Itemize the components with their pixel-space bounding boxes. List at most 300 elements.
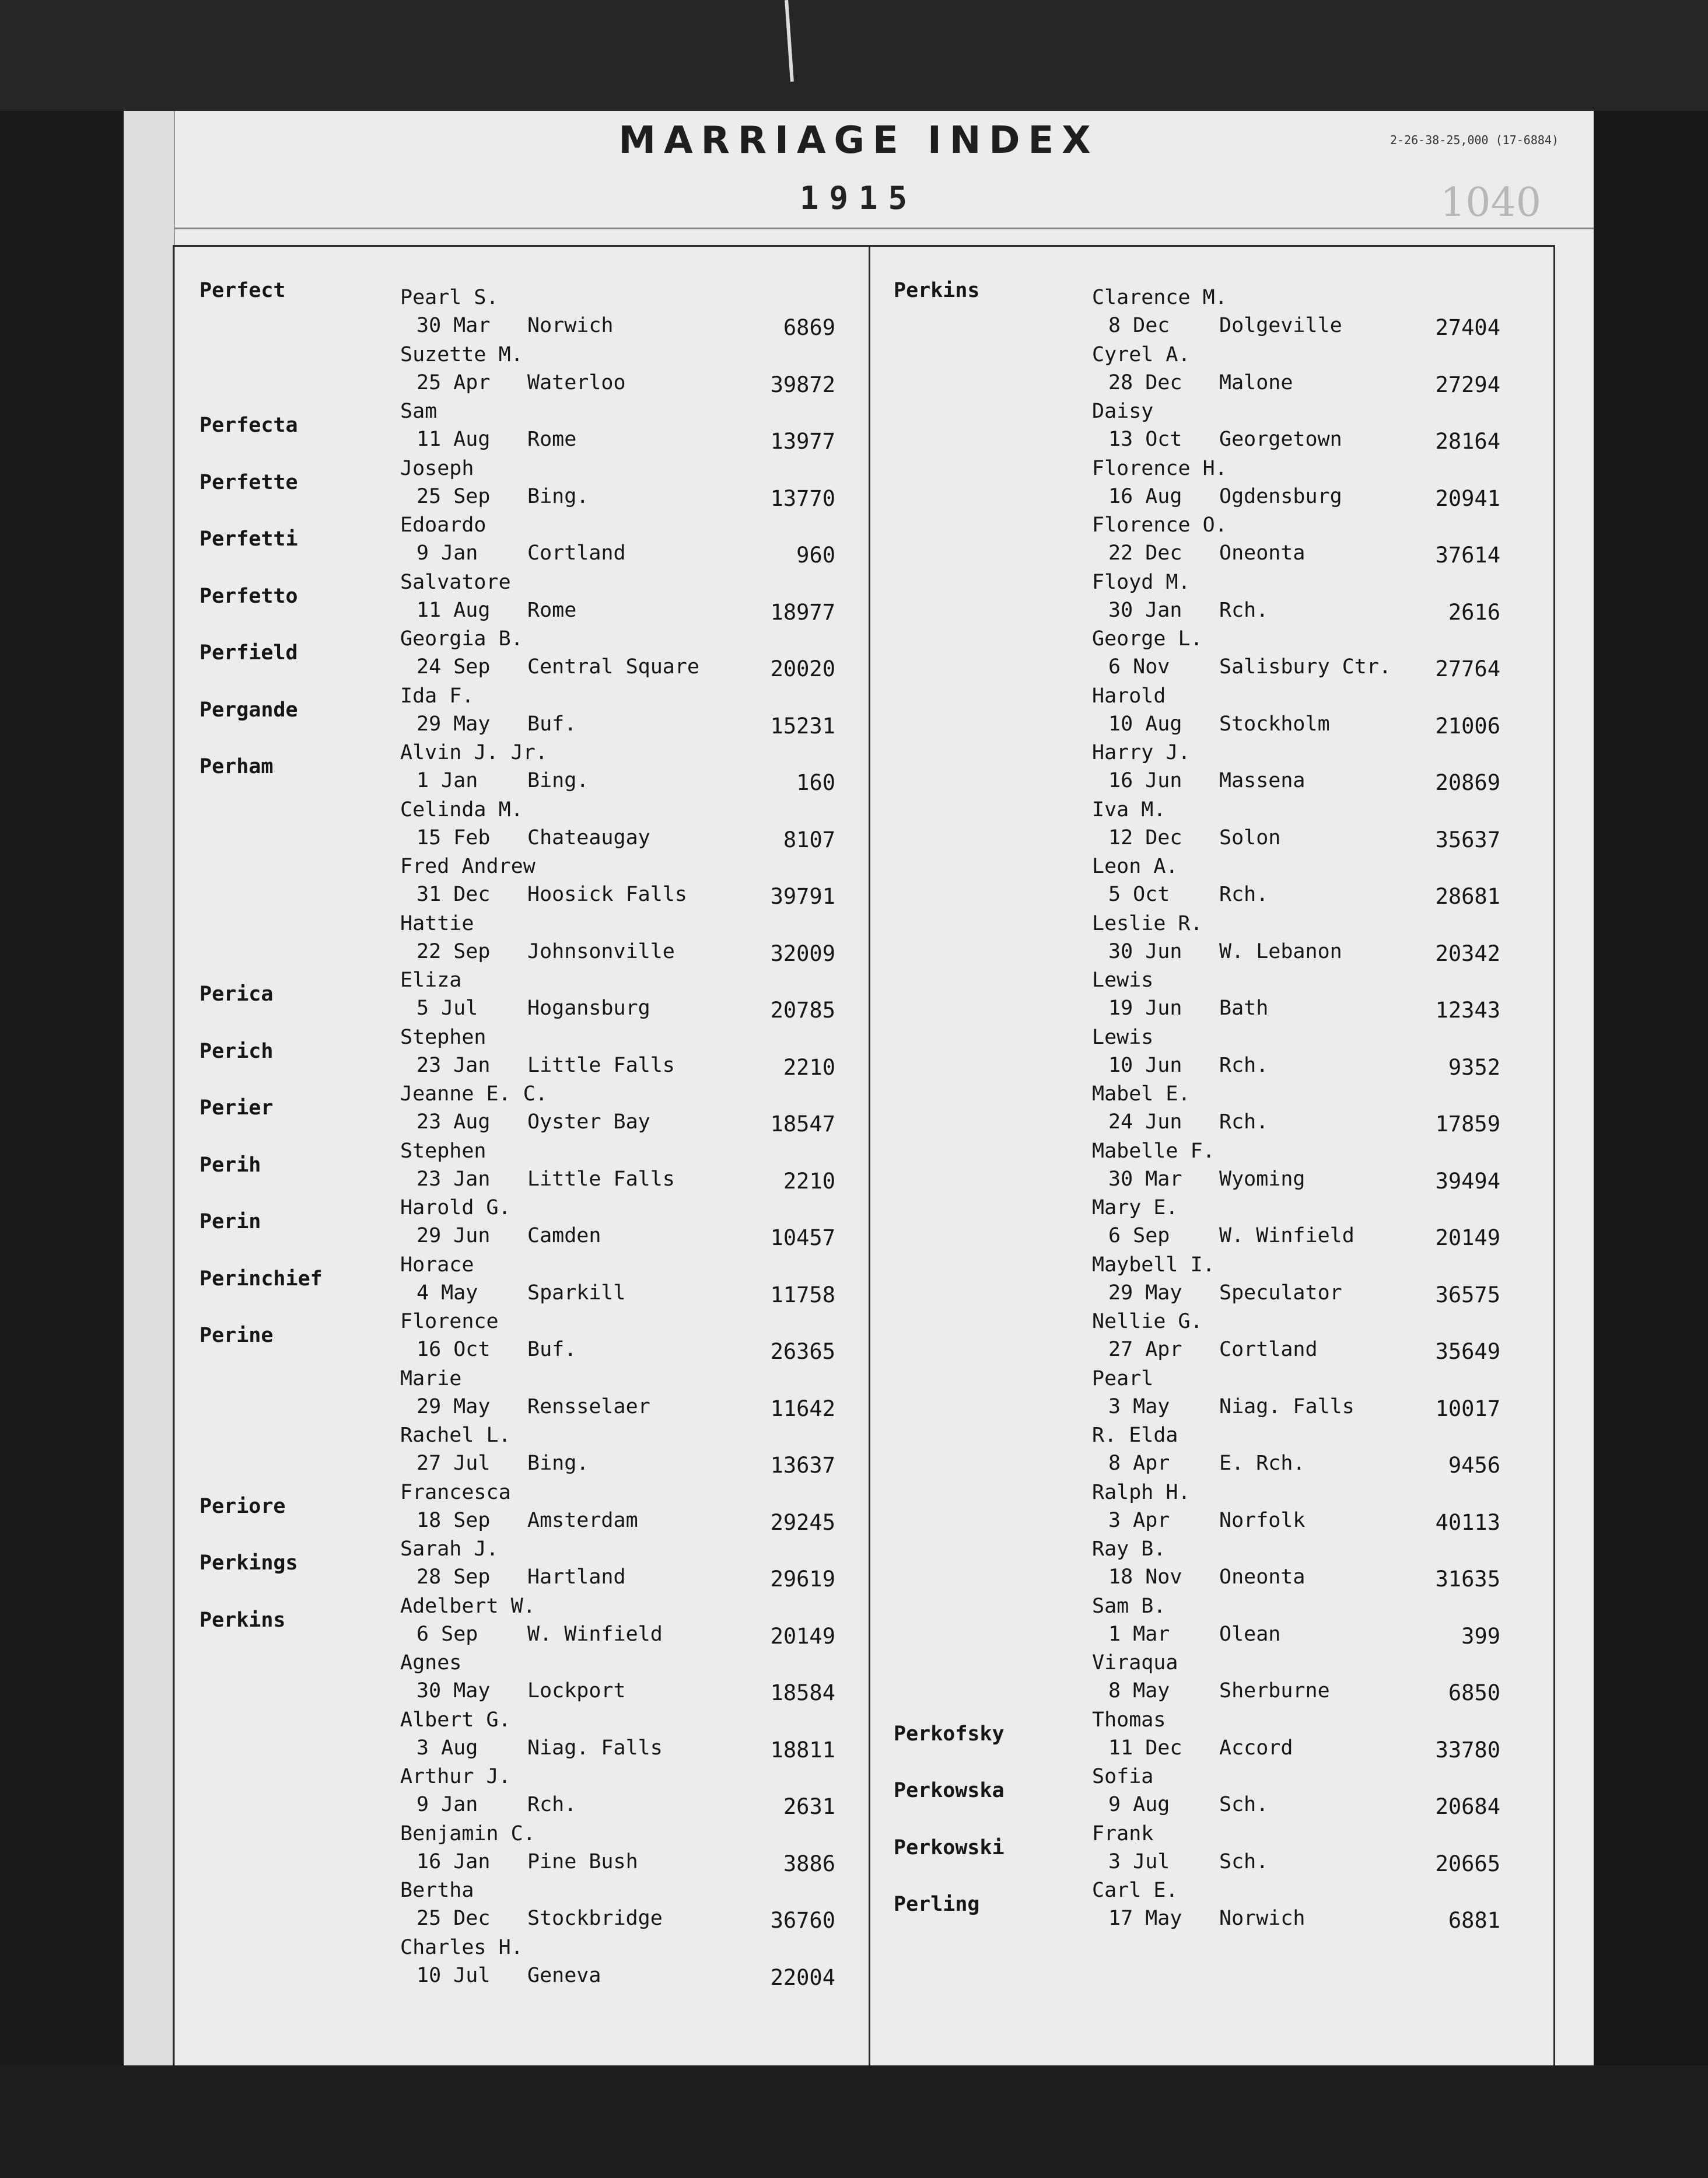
entry-date: 10 Aug <box>1108 712 1182 736</box>
entry-certificate-number: 32009 <box>770 941 835 966</box>
entry-date: 10 Jun <box>1108 1053 1182 1077</box>
entry-given-name: Suzette M. <box>400 342 523 366</box>
entry-place: Oneonta <box>1219 541 1306 565</box>
entry-certificate-number: 18811 <box>770 1737 835 1763</box>
entry-place: Pine Bush <box>527 1850 638 1873</box>
entry-certificate-number: 6869 <box>783 315 835 340</box>
entry-given-name: Florence H. <box>1092 456 1227 480</box>
entry-given-name: Leslie R. <box>1092 911 1203 935</box>
entry-detail <box>1108 1338 1318 1361</box>
entry-certificate-number: 6881 <box>1448 1908 1500 1933</box>
entry-detail <box>416 485 589 508</box>
entry-place: Johnsonville <box>527 939 675 963</box>
entry-detail <box>1108 599 1268 622</box>
entry-date: 4 May <box>416 1281 478 1305</box>
page-stamp: 1040 <box>1440 180 1541 226</box>
entry-date: 29 May <box>416 712 491 736</box>
entry-place: Malone <box>1219 370 1293 394</box>
entry-given-name: Eliza <box>400 969 462 992</box>
entry-detail <box>416 883 687 906</box>
entry-date: 16 Aug <box>1108 484 1182 508</box>
entry-place: Bath <box>1219 997 1269 1020</box>
entry-place: Rch. <box>1219 883 1269 906</box>
entry-date: 12 Dec <box>1108 826 1182 849</box>
entry-surname: Perica <box>200 983 274 1006</box>
entry-surname: Perin <box>200 1210 261 1233</box>
entry-given-name: Leon A. <box>1092 855 1178 878</box>
entry-detail <box>416 940 675 963</box>
entry-date: 18 Sep <box>416 1508 491 1532</box>
entry-certificate-number: 20342 <box>1435 941 1500 966</box>
entry-given-name: Joseph <box>400 456 474 480</box>
entry-given-name: Florence <box>400 1310 499 1333</box>
entry-certificate-number: 36575 <box>1435 1282 1500 1308</box>
entry-date: 8 Dec <box>1108 314 1170 337</box>
entry-place: Sherburne <box>1219 1679 1330 1702</box>
entry-detail <box>1108 541 1306 565</box>
entry-detail <box>1108 940 1342 963</box>
header-divider <box>174 228 1594 229</box>
entry-certificate-number: 22004 <box>770 1964 835 1990</box>
entry-given-name: Clarence M. <box>1092 286 1227 309</box>
entry-certificate-number: 33780 <box>1435 1737 1500 1763</box>
entry-certificate-number: 10017 <box>1435 1396 1500 1421</box>
entry-given-name: Lewis <box>1092 969 1154 992</box>
entry-detail <box>416 1736 663 1760</box>
entry-certificate-number: 28164 <box>1435 429 1500 454</box>
entry-surname: Perfect <box>200 279 286 302</box>
sheet-margin <box>124 111 175 2071</box>
entry-certificate-number: 13637 <box>770 1453 835 1478</box>
entry-given-name: Daisy <box>1092 400 1154 423</box>
entry-date: 28 Sep <box>416 1565 491 1589</box>
entry-surname: Perfetto <box>200 584 298 608</box>
entry-date: 31 Dec <box>416 883 491 906</box>
entry-certificate-number: 20149 <box>770 1623 835 1649</box>
entry-given-name: Jeanne E. C. <box>400 1082 548 1106</box>
entry-detail <box>416 1679 626 1702</box>
entry-place: Dolgeville <box>1219 314 1342 337</box>
entry-certificate-number: 27294 <box>1435 372 1500 397</box>
entry-date: 16 Jan <box>416 1850 491 1873</box>
entry-certificate-number: 39791 <box>770 884 835 909</box>
entry-given-name: Bertha <box>400 1879 474 1902</box>
entry-certificate-number: 3886 <box>783 1851 835 1876</box>
entry-given-name: Stephen <box>400 1025 487 1049</box>
entry-detail <box>416 1167 675 1191</box>
entry-surname: Perine <box>200 1324 274 1347</box>
entry-date: 30 Mar <box>416 314 491 337</box>
entry-place: W. Winfield <box>527 1622 663 1646</box>
entry-place: Norwich <box>1219 1907 1306 1930</box>
entry-given-name: Sofia <box>1092 1765 1154 1788</box>
entry-certificate-number: 6850 <box>1448 1680 1500 1705</box>
entry-certificate-number: 15231 <box>770 713 835 739</box>
entry-place: Bing. <box>527 484 589 508</box>
entry-date: 30 Mar <box>1108 1167 1182 1191</box>
entry-date: 1 Mar <box>1108 1622 1170 1646</box>
entry-date: 5 Oct <box>1108 883 1170 906</box>
entry-detail <box>1108 1110 1268 1134</box>
entry-date: 23 Aug <box>416 1110 491 1134</box>
entry-given-name: Agnes <box>400 1651 462 1674</box>
entry-detail <box>416 371 626 394</box>
entry-given-name: Iva M. <box>1092 798 1166 821</box>
entry-detail <box>416 1509 638 1532</box>
entry-given-name: Pearl S. <box>400 286 499 309</box>
entry-detail <box>1108 1623 1280 1646</box>
entry-date: 30 Jun <box>1108 939 1182 963</box>
entry-place: Rome <box>527 598 577 622</box>
entry-detail <box>416 712 576 736</box>
entry-detail <box>1108 1281 1342 1305</box>
entry-detail <box>416 1907 663 1930</box>
entry-date: 3 May <box>1108 1394 1170 1418</box>
entry-certificate-number: 9456 <box>1448 1453 1500 1478</box>
entry-place: Rome <box>527 428 577 451</box>
entry-given-name: Mabel E. <box>1092 1082 1191 1106</box>
entry-certificate-number: 20869 <box>1435 770 1500 795</box>
entry-certificate-number: 18547 <box>770 1111 835 1137</box>
entry-detail <box>1108 655 1391 679</box>
entry-certificate-number: 27764 <box>1435 656 1500 681</box>
form-code: 2-26-38-25,000 (17-6884) <box>1390 133 1559 147</box>
entry-detail <box>416 1054 675 1077</box>
entry-given-name: Adelbert W. <box>400 1594 536 1618</box>
entry-place: Buf. <box>527 1338 577 1361</box>
entry-detail <box>416 1452 589 1475</box>
entry-given-name: Maybell I. <box>1092 1253 1215 1277</box>
entry-certificate-number: 21006 <box>1435 713 1500 739</box>
entry-detail <box>1108 997 1268 1020</box>
entry-detail <box>1108 1565 1306 1589</box>
entry-certificate-number: 39494 <box>1435 1168 1500 1194</box>
entry-detail <box>1108 1907 1306 1930</box>
entry-given-name: Rachel L. <box>400 1424 511 1447</box>
entry-place: Amsterdam <box>527 1508 638 1532</box>
entry-given-name: Carl E. <box>1092 1879 1178 1902</box>
entry-place: Little Falls <box>527 1167 675 1191</box>
entry-date: 15 Feb <box>416 826 491 849</box>
entry-given-name: Edoardo <box>400 513 487 537</box>
entry-given-name: Cyrel A. <box>1092 342 1191 366</box>
page-title: MARRIAGE INDEX <box>618 119 1099 162</box>
entry-given-name: Ralph H. <box>1092 1480 1191 1504</box>
entry-date: 30 May <box>416 1679 491 1702</box>
entry-date: 9 Aug <box>1108 1793 1170 1816</box>
entry-certificate-number: 9352 <box>1448 1054 1500 1080</box>
entry-place: Salisbury Ctr. <box>1219 655 1392 679</box>
entry-detail <box>1108 371 1293 394</box>
entry-detail <box>1108 769 1306 792</box>
entry-surname: Perkings <box>200 1551 298 1575</box>
entry-certificate-number: 399 <box>1461 1623 1500 1649</box>
entry-given-name: Fred Andrew <box>400 855 536 878</box>
entry-detail <box>1108 826 1280 849</box>
entry-place: Norfolk <box>1219 1508 1306 1532</box>
entry-given-name: Horace <box>400 1253 474 1277</box>
entry-place: E. Rch. <box>1219 1452 1306 1475</box>
entry-place: Geneva <box>527 1963 601 1987</box>
entry-given-name: Ray B. <box>1092 1537 1166 1561</box>
entry-place: Rch. <box>1219 1053 1269 1077</box>
entry-place: Rch. <box>1219 598 1269 622</box>
entry-detail <box>416 826 650 849</box>
entry-place: Cortland <box>1219 1338 1318 1361</box>
entry-place: Speculator <box>1219 1281 1342 1305</box>
entry-certificate-number: 160 <box>796 770 835 795</box>
entry-certificate-number: 29619 <box>770 1567 835 1592</box>
entry-surname: Pergande <box>200 698 298 722</box>
entry-detail <box>416 1281 626 1305</box>
entry-surname: Perfetti <box>200 527 298 551</box>
entry-date: 29 May <box>416 1394 491 1418</box>
entry-certificate-number: 36760 <box>770 1908 835 1933</box>
entry-place: Niag. Falls <box>527 1736 663 1760</box>
entry-detail <box>416 1850 638 1873</box>
entry-date: 23 Jan <box>416 1053 491 1077</box>
entry-date: 28 Dec <box>1108 370 1182 394</box>
entry-certificate-number: 13977 <box>770 429 835 454</box>
entry-date: 3 Jul <box>1108 1850 1170 1873</box>
entry-certificate-number: 31635 <box>1435 1567 1500 1592</box>
entry-date: 9 Jan <box>416 1793 478 1816</box>
entry-certificate-number: 11642 <box>770 1396 835 1421</box>
entry-given-name: Stephen <box>400 1139 487 1163</box>
entry-certificate-number: 28681 <box>1435 884 1500 909</box>
entry-place: Central Square <box>527 655 700 679</box>
scan-border-top <box>0 0 1708 111</box>
entries-frame <box>173 245 1555 2068</box>
entry-certificate-number: 20785 <box>770 998 835 1023</box>
entry-place: Waterloo <box>527 370 626 394</box>
entry-certificate-number: 35637 <box>1435 827 1500 852</box>
entry-surname: Perkins <box>894 279 980 302</box>
entry-certificate-number: 2210 <box>783 1168 835 1194</box>
entry-given-name: Pearl <box>1092 1366 1154 1390</box>
entry-date: 24 Sep <box>416 655 491 679</box>
entry-given-name: Mary E. <box>1092 1196 1178 1219</box>
entry-date: 27 Apr <box>1108 1338 1182 1361</box>
entry-detail <box>1108 1452 1306 1475</box>
entry-certificate-number: 8107 <box>783 827 835 852</box>
entry-place: Accord <box>1219 1736 1293 1760</box>
entry-surname: Perfecta <box>200 414 298 437</box>
entry-certificate-number: 20665 <box>1435 1851 1500 1876</box>
entry-surname: Perham <box>200 755 274 778</box>
entry-place: Norwich <box>527 314 614 337</box>
entry-given-name: R. Elda <box>1092 1424 1178 1447</box>
index-sheet <box>124 111 1594 2071</box>
entry-given-name: Sam <box>400 400 438 423</box>
entry-place: Cortland <box>527 541 626 565</box>
entry-surname: Perkowski <box>894 1836 1005 1859</box>
scan-border-right <box>1594 111 1708 2071</box>
entry-place: Chateaugay <box>527 826 650 849</box>
entry-place: Stockbridge <box>527 1907 663 1930</box>
entry-detail <box>1108 712 1330 736</box>
entry-given-name: Florence O. <box>1092 513 1227 537</box>
entry-date: 5 Jul <box>416 997 478 1020</box>
entry-certificate-number: 17859 <box>1435 1111 1500 1137</box>
entry-place: Lockport <box>527 1679 626 1702</box>
entry-surname: Perling <box>894 1893 980 1916</box>
entry-place: Buf. <box>527 712 577 736</box>
entry-certificate-number: 2631 <box>783 1794 835 1819</box>
entry-place: Bing. <box>527 1452 589 1475</box>
entry-detail <box>1108 1736 1293 1760</box>
entry-given-name: Salvatore <box>400 570 511 594</box>
entry-certificate-number: 11758 <box>770 1282 835 1308</box>
entry-date: 10 Jul <box>416 1963 491 1987</box>
scan-border-bottom <box>0 2065 1708 2178</box>
entry-date: 30 Jan <box>1108 598 1182 622</box>
entry-detail <box>416 997 650 1020</box>
entry-date: 6 Nov <box>1108 655 1170 679</box>
entry-detail <box>1108 1054 1268 1077</box>
entry-date: 27 Jul <box>416 1452 491 1475</box>
entry-date: 16 Jun <box>1108 769 1182 792</box>
entry-date: 1 Jan <box>416 769 478 792</box>
entry-detail <box>416 1565 626 1589</box>
entry-surname: Perkofsky <box>894 1722 1005 1746</box>
entry-detail <box>416 1964 601 1987</box>
entry-date: 13 Oct <box>1108 428 1182 451</box>
entry-given-name: Sam B. <box>1092 1594 1166 1618</box>
entry-certificate-number: 40113 <box>1435 1509 1500 1535</box>
entry-surname: Perfette <box>200 470 298 494</box>
entry-given-name: Frank <box>1092 1822 1154 1845</box>
entry-given-name: Albert G. <box>400 1708 511 1732</box>
entry-surname: Perich <box>200 1039 274 1063</box>
entry-place: Sch. <box>1219 1793 1269 1816</box>
entry-certificate-number: 35649 <box>1435 1339 1500 1364</box>
entry-date: 6 Sep <box>416 1622 478 1646</box>
entry-place: W. Lebanon <box>1219 939 1342 963</box>
entry-date: 11 Aug <box>416 598 491 622</box>
entry-given-name: Floyd M. <box>1092 570 1191 594</box>
entry-given-name: Charles H. <box>400 1935 523 1959</box>
entry-date: 19 Jun <box>1108 997 1182 1020</box>
entry-place: Massena <box>1219 769 1306 792</box>
entry-detail <box>416 1224 601 1247</box>
entry-given-name: Viraqua <box>1092 1651 1178 1674</box>
entry-surname: Perier <box>200 1096 274 1120</box>
entry-detail <box>1108 428 1342 451</box>
entry-given-name: Georgia B. <box>400 627 523 651</box>
entry-place: Solon <box>1219 826 1281 849</box>
entry-place: Georgetown <box>1219 428 1342 451</box>
entry-given-name: Sarah J. <box>400 1537 499 1561</box>
entry-date: 6 Sep <box>1108 1224 1170 1247</box>
entry-certificate-number: 13770 <box>770 485 835 511</box>
entry-place: Sch. <box>1219 1850 1269 1873</box>
entry-date: 11 Dec <box>1108 1736 1182 1760</box>
entry-date: 18 Nov <box>1108 1565 1182 1589</box>
entry-given-name: Lewis <box>1092 1025 1154 1049</box>
entry-detail <box>1108 1167 1306 1191</box>
entry-detail <box>1108 1850 1268 1873</box>
entry-place: Bing. <box>527 769 589 792</box>
entry-certificate-number: 20149 <box>1435 1225 1500 1250</box>
entry-place: Oyster Bay <box>527 1110 650 1134</box>
entry-place: Oneonta <box>1219 1565 1306 1589</box>
entry-certificate-number: 26365 <box>770 1339 835 1364</box>
entry-given-name: Marie <box>400 1366 462 1390</box>
entry-date: 9 Jan <box>416 541 478 565</box>
entry-date: 3 Apr <box>1108 1508 1170 1532</box>
entry-certificate-number: 37614 <box>1435 543 1500 568</box>
entry-place: Ogdensburg <box>1219 484 1342 508</box>
entry-given-name: Francesca <box>400 1480 511 1504</box>
entry-date: 16 Oct <box>416 1338 491 1361</box>
entry-place: Olean <box>1219 1622 1281 1646</box>
entry-detail <box>1108 314 1342 337</box>
entry-certificate-number: 2210 <box>783 1054 835 1080</box>
entry-date: 23 Jan <box>416 1167 491 1191</box>
entry-detail <box>416 541 626 565</box>
entry-date: 25 Dec <box>416 1907 491 1930</box>
entry-detail <box>416 655 699 679</box>
entry-surname: Periore <box>200 1494 286 1518</box>
entry-certificate-number: 10457 <box>770 1225 835 1250</box>
entry-place: Hartland <box>527 1565 626 1589</box>
entry-date: 17 May <box>1108 1907 1182 1930</box>
entry-date: 3 Aug <box>416 1736 478 1760</box>
entry-place: Hoosick Falls <box>527 883 687 906</box>
entry-certificate-number: 27404 <box>1435 315 1500 340</box>
entry-detail <box>1108 1395 1354 1418</box>
entry-surname: Perkowska <box>894 1779 1005 1802</box>
entry-detail <box>1108 1224 1354 1247</box>
entry-place: Hogansburg <box>527 997 650 1020</box>
entry-place: Stockholm <box>1219 712 1330 736</box>
entry-surname: Perfield <box>200 641 298 665</box>
entry-date: 29 Jun <box>416 1224 491 1247</box>
entry-surname: Perkins <box>200 1608 286 1632</box>
entry-place: Rch. <box>527 1793 577 1816</box>
entry-place: Sparkill <box>527 1281 626 1305</box>
entry-detail <box>416 1395 650 1418</box>
entry-surname: Perinchief <box>200 1267 323 1291</box>
entry-date: 24 Jun <box>1108 1110 1182 1134</box>
entry-date: 25 Sep <box>416 484 491 508</box>
entry-date: 8 Apr <box>1108 1452 1170 1475</box>
entry-given-name: Thomas <box>1092 1708 1166 1732</box>
entry-certificate-number: 960 <box>796 543 835 568</box>
entry-given-name: Harry J. <box>1092 741 1191 764</box>
entry-detail <box>416 1338 576 1361</box>
entry-surname: Perih <box>200 1153 261 1177</box>
index-year: 1915 <box>799 180 918 216</box>
entry-date: 25 Apr <box>416 370 491 394</box>
entry-given-name: Benjamin C. <box>400 1822 536 1845</box>
entry-place: Wyoming <box>1219 1167 1306 1191</box>
entry-date: 22 Dec <box>1108 541 1182 565</box>
entry-detail <box>416 1623 663 1646</box>
entry-date: 11 Aug <box>416 428 491 451</box>
entry-certificate-number: 18584 <box>770 1680 835 1705</box>
entry-certificate-number: 18977 <box>770 599 835 625</box>
entry-detail <box>1108 1509 1306 1532</box>
entry-given-name: Ida F. <box>400 684 474 708</box>
entry-place: Rensselaer <box>527 1394 650 1418</box>
entry-certificate-number: 2616 <box>1448 599 1500 625</box>
entry-given-name: Harold <box>1092 684 1166 708</box>
entry-date: 29 May <box>1108 1281 1182 1305</box>
entry-date: 8 May <box>1108 1679 1170 1702</box>
entry-date: 22 Sep <box>416 939 491 963</box>
